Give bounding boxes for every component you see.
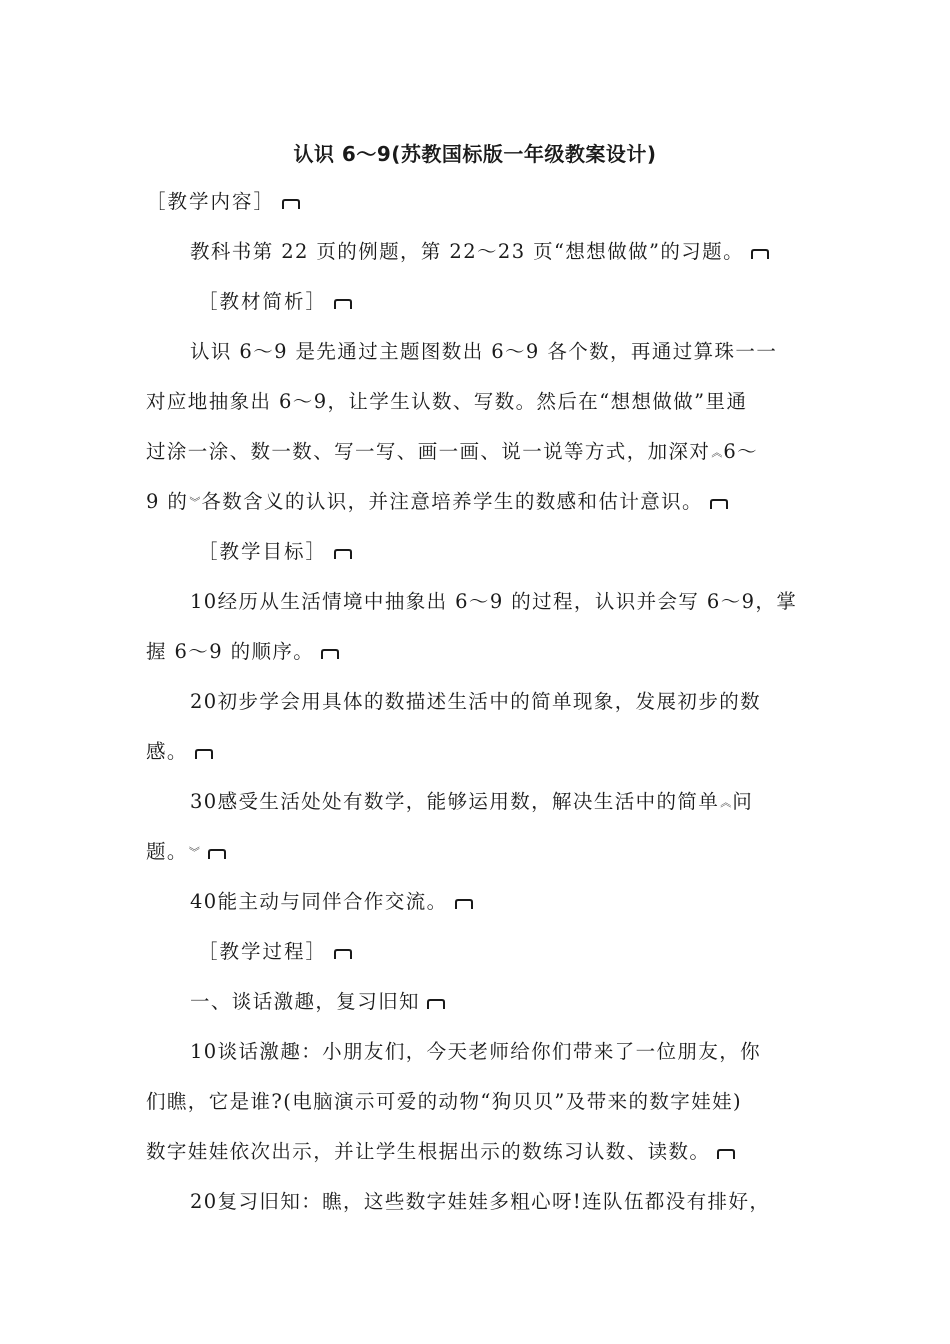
- paragraph-mark-icon: [716, 1149, 736, 1159]
- text: 各数含义的认识，并注意培养学生的数感和估计意识。: [201, 490, 703, 513]
- paragraph-line: [146, 484, 811, 534]
- double-chevron-up-icon: ︽: [720, 796, 732, 809]
- text: 数字娃娃依次出示，并让学生根据出示的数练习认数、读数。: [146, 1140, 711, 1163]
- paragraph-mark-icon: [750, 249, 770, 259]
- paragraph-mark-icon: [333, 299, 353, 309]
- paragraph-mark-icon: [207, 849, 227, 859]
- text: 6～: [723, 440, 759, 463]
- text: 握 6～9 的顺序。: [146, 640, 315, 663]
- text: 过涂一涂、数一数、写一写、画一画、说一说等方式，加深对: [146, 440, 711, 463]
- text: ［教学目标］: [198, 540, 328, 563]
- paragraph-line: [146, 784, 811, 834]
- paragraph-line: [146, 684, 811, 734]
- text: 教科书第 22 页的例题，第 22～23 页“想想做做”的习题。: [190, 240, 744, 263]
- paragraph-line: [146, 634, 811, 684]
- text: 题。: [146, 840, 188, 863]
- paragraph-mark-icon: [194, 749, 214, 759]
- text: 认识 6～9 是先通过主题图数出 6～9 各个数，再通过算珠一一: [190, 340, 778, 363]
- subsection-heading: [146, 984, 811, 1034]
- text: 30感受生活处处有数学，能够运用数，解决生活中的简单: [190, 790, 720, 813]
- text: ［教材简析］: [198, 290, 328, 313]
- paragraph-line: [146, 1034, 811, 1084]
- paragraph-line: [146, 1084, 811, 1134]
- paragraph-line: [146, 584, 811, 634]
- section-heading: [146, 934, 811, 984]
- text: 20复习旧知：瞧，这些数字娃娃多粗心呀!连队伍都没有排好，: [190, 1190, 771, 1213]
- paragraph: [146, 234, 811, 284]
- paragraph-line: [146, 334, 811, 384]
- text: 10谈话激趣：小朋友们，今天老师给你们带来了一位朋友，你: [190, 1040, 762, 1063]
- double-chevron-down-icon: ︾: [189, 496, 201, 509]
- text: ［教学过程］: [198, 940, 328, 963]
- paragraph-mark-icon: [333, 949, 353, 959]
- paragraph-line: [146, 734, 811, 784]
- paragraph-line: [146, 1134, 811, 1184]
- paragraph-line: [146, 384, 811, 434]
- text: 20初步学会用具体的数描述生活中的简单现象，发展初步的数: [190, 690, 762, 713]
- text: 问: [732, 790, 754, 813]
- paragraph-line: [146, 434, 811, 484]
- paragraph-line: [146, 1184, 811, 1234]
- text: 9 的: [146, 490, 189, 513]
- double-chevron-down-icon: ︾: [188, 846, 200, 859]
- paragraph-mark-icon: [454, 899, 474, 909]
- paragraph-mark-icon: [426, 999, 446, 1009]
- paragraph-mark-icon: [320, 649, 340, 659]
- document-body: [146, 184, 811, 1234]
- paragraph-mark-icon: [333, 549, 353, 559]
- document-title: 认识 6～9(苏教国标版一年级教案设计): [293, 142, 657, 166]
- paragraph-line: [146, 834, 811, 884]
- double-chevron-up-icon: ︽: [711, 446, 723, 459]
- text: 感。: [146, 740, 188, 763]
- text: 40能主动与同伴合作交流。: [190, 890, 448, 913]
- section-heading: [146, 184, 811, 234]
- paragraph-mark-icon: [281, 199, 301, 209]
- text: 们瞧，它是谁?(电脑演示可爱的动物“狗贝贝”及带来的数字娃娃): [146, 1090, 743, 1113]
- text: 一、谈话激趣，复习旧知: [190, 990, 420, 1013]
- paragraph-mark-icon: [709, 499, 729, 509]
- text: ［教学内容］: [146, 190, 276, 213]
- paragraph-line: [146, 884, 811, 934]
- text: 10经历从生活情境中抽象出 6～9 的过程，认识并会写 6～9，掌: [190, 590, 798, 613]
- section-heading: [146, 534, 811, 584]
- text: 对应地抽象出 6～9，让学生认数、写数。然后在“想想做做”里通: [146, 390, 748, 413]
- section-heading: [146, 284, 811, 334]
